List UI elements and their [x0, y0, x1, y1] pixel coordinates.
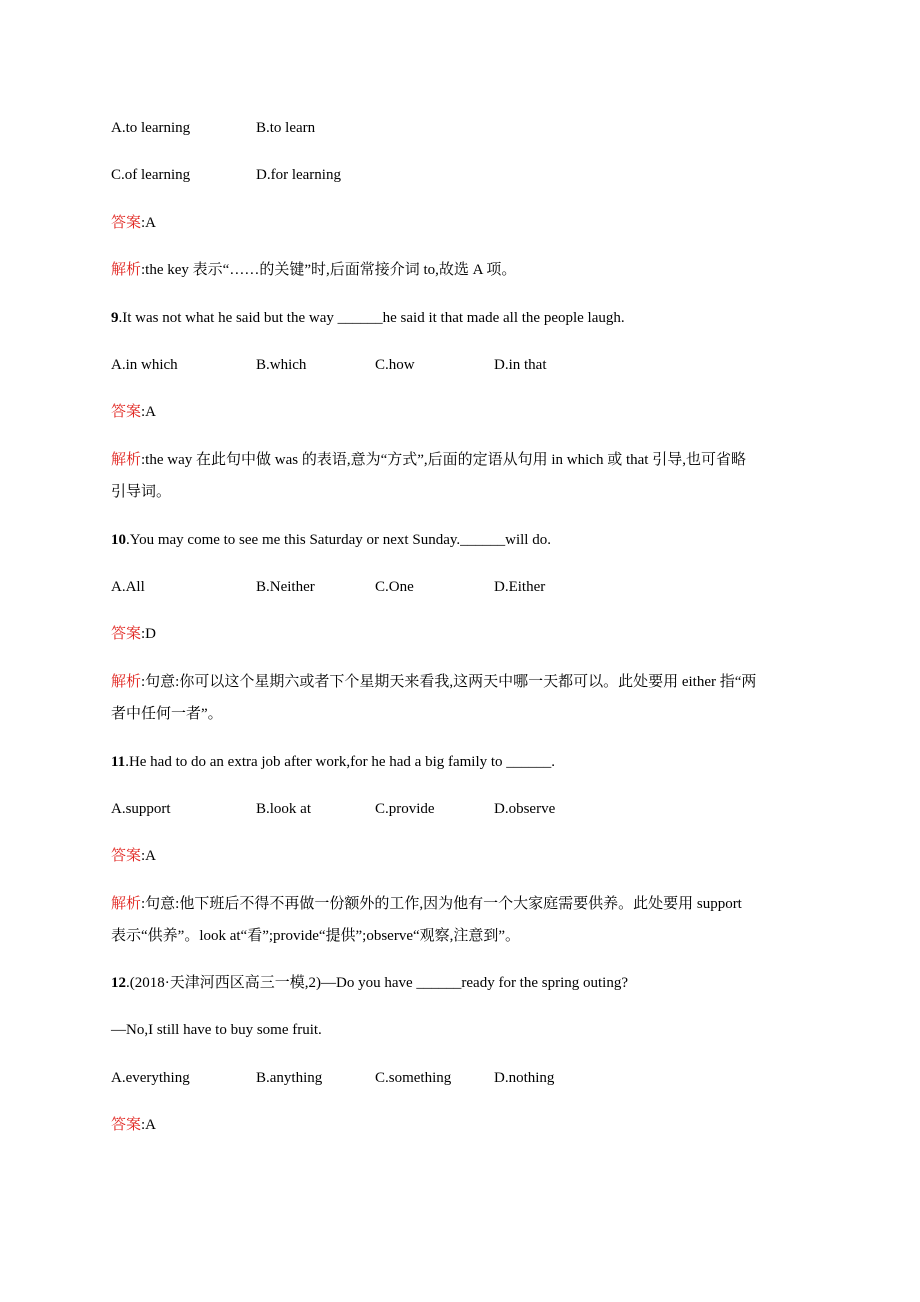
- question-number: 12: [111, 975, 126, 991]
- q11-stem: [111, 752, 555, 772]
- q10-stem: [111, 530, 551, 550]
- answer-value: :A: [141, 404, 157, 420]
- question-text: .(2018·天津河西区高三一模,2)—Do you have ______ready for the spring outing?: [126, 975, 629, 991]
- answer-value: :A: [141, 215, 157, 231]
- q9-answer: [111, 402, 156, 422]
- q12-option-b: B.anything: [256, 1070, 323, 1086]
- q10-answer: [111, 624, 156, 644]
- q9-option-a: A.in which: [111, 357, 178, 373]
- q8-answer: [111, 213, 156, 233]
- answer-value: :D: [141, 626, 157, 642]
- explanation-text: :句意:他下班后不得不再做一份额外的工作,因为他有一个大家庭需要供养。此处要用 support: [141, 896, 742, 912]
- q11-explanation-line1: [111, 894, 742, 914]
- question-text: .He had to do an extra job after work,for he had a big family to ______.: [125, 754, 556, 770]
- question-text: .You may come to see me this Saturday or next Sunday.______will do.: [126, 532, 551, 548]
- q12-answer: [111, 1115, 156, 1135]
- q9-explanation-line2: 引导词。: [111, 484, 172, 500]
- q11-option-a: A.support: [111, 801, 171, 817]
- q12-stem: [111, 973, 628, 993]
- answer-value: :A: [141, 1117, 157, 1133]
- q8-option-c: C.of learning: [111, 167, 191, 183]
- q11-explanation-line2: 表示“供养”。look at“看”;provide“提供”;observe“观察,注意到”。: [111, 928, 521, 944]
- explanation-label: 解析: [111, 452, 142, 468]
- q12-option-c: C.something: [375, 1070, 452, 1086]
- answer-label: 答案: [111, 626, 142, 642]
- q10-option-b: B.Neither: [256, 579, 315, 595]
- explanation-text: :the key 表示“……的关键”时,后面常接介词 to,故选 A 项。: [141, 262, 517, 278]
- explanation-text: :句意:你可以这个星期六或者下个星期天来看我,这两天中哪一天都可以。此处要用 either 指“两: [141, 674, 757, 690]
- q8-explanation: [111, 260, 516, 280]
- q10-explanation-line2: 者中任何一者”。: [111, 706, 223, 722]
- q9-explanation-line1: [111, 450, 746, 470]
- question-number: 11: [111, 754, 126, 770]
- q11-option-b: B.look at: [256, 801, 311, 817]
- q9-option-c: C.how: [375, 357, 415, 373]
- q9-stem: [111, 308, 625, 328]
- q11-option-c: C.provide: [375, 801, 435, 817]
- q9-option-d: D.in that: [494, 357, 547, 373]
- answer-label: 答案: [111, 1117, 142, 1133]
- answer-value: :A: [141, 848, 157, 864]
- q10-explanation-line1: [111, 672, 756, 692]
- q10-option-d: D.Either: [494, 579, 546, 595]
- question-number: 9: [111, 310, 119, 326]
- explanation-label: 解析: [111, 674, 142, 690]
- answer-label: 答案: [111, 848, 142, 864]
- q10-option-a: A.All: [111, 579, 145, 595]
- q12-option-a: A.everything: [111, 1070, 190, 1086]
- q8-option-a: A.to learning: [111, 120, 191, 136]
- q8-option-d: D.for learning: [256, 167, 341, 183]
- q12-reply: —No,I still have to buy some fruit.: [111, 1022, 322, 1038]
- explanation-label: 解析: [111, 262, 142, 278]
- question-number: 10: [111, 532, 126, 548]
- question-text: .It was not what he said but the way ______he said it that made all the people laugh.: [118, 310, 625, 326]
- answer-label: 答案: [111, 404, 142, 420]
- q11-option-d: D.observe: [494, 801, 556, 817]
- q8-option-b: B.to learn: [256, 120, 316, 136]
- q9-option-b: B.which: [256, 357, 307, 373]
- q11-answer: [111, 846, 156, 866]
- answer-label: 答案: [111, 215, 142, 231]
- explanation-text: :the way 在此句中做 was 的表语,意为“方式”,后面的定语从句用 in which 或 that 引导,也可省略: [141, 452, 746, 468]
- q12-option-d: D.nothing: [494, 1070, 555, 1086]
- q10-option-c: C.One: [375, 579, 414, 595]
- explanation-label: 解析: [111, 896, 142, 912]
